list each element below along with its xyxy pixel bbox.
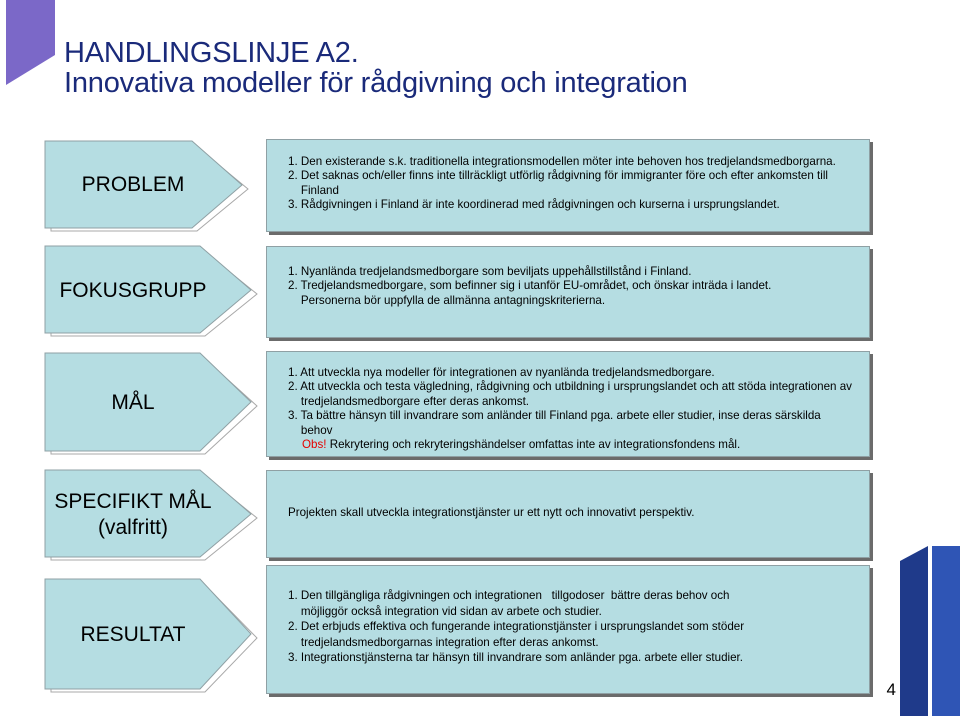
problem-line-1: 1. Den existerande s.k. traditionella integrationsmodellen möter inte behoven hos tredjelandsmedborgarna. <box>288 155 836 168</box>
mal-line-3: tredjelandsmedborgare efter deras ankomst. <box>288 394 530 408</box>
label-problem <box>44 140 249 232</box>
fokusgrupp-line-2: 2. Tredjelandsmedborgare, som befinner sig i utanför EU-området, och önskar inträda i landet. <box>288 279 772 293</box>
page-number: 4 <box>886 680 896 699</box>
corner-decoration-top-left <box>0 0 70 90</box>
page-title <box>64 38 688 98</box>
mal-line-5: behov <box>288 423 333 437</box>
content-resultat <box>266 565 870 694</box>
content-mal <box>266 351 870 457</box>
label-mal <box>44 352 259 456</box>
label-resultat <box>44 578 259 694</box>
resultat-line-4: tredjelandsmedborgarnas integration efter deras ankomst. <box>288 635 599 649</box>
label-specifikt-mal <box>44 469 259 561</box>
resultat-line-2: möjliggör också integration vid sidan av arbete och studier. <box>288 604 602 618</box>
label-mal-text: MÅL <box>111 391 155 414</box>
problem-line-3: Finland <box>288 183 339 197</box>
problem-line-2: 2. Det saknas och/eller finns inte tillräckligt utförlig rådgivning för immigranter före och efter ankomsten till <box>288 169 828 183</box>
mal-obs-line <box>288 438 869 452</box>
fokusgrupp-line-3: Personerna bör uppfylla de allmänna antagningskriterierna. <box>288 293 606 307</box>
mal-line-1: 1. Att utveckla nya modeller för integrationen av nyanlända tredjelandsmedborgare. <box>288 366 715 379</box>
specifikt-mal-line: Projekten skall utveckla integrationstjänster ur ett nytt och innovativt perspektiv. <box>288 506 695 519</box>
label-fokusgrupp <box>44 245 259 337</box>
obs-text: Rekrytering och rekryteringshändelser omfattas inte av integrationsfondens mål. <box>326 438 741 452</box>
mal-line-2: 2. Att utveckla och testa vägledning, rådgivning och utbildning i ursprungslandet och att stöda integrationen av <box>288 380 852 394</box>
content-fokusgrupp <box>266 246 870 338</box>
fokusgrupp-line-1: 1. Nyanlända tredjelandsmedborgare som beviljats uppehållstillstånd i Finland. <box>288 265 692 278</box>
label-specifikt-mal-text <box>44 469 222 561</box>
mal-line-4: 3. Ta bättre hänsyn till invandrare som anländer till Finland pga. arbete eller studier, inse deras särskilda <box>288 409 821 423</box>
label-fokusgrupp-text: FOKUSGRUPP <box>59 279 207 302</box>
title-line-2: Innovativa modeller för rådgivning och integration <box>64 67 688 99</box>
resultat-line-5: 3. Integrationstjänsterna tar hänsyn till invandrare som anländer pga. arbete eller studier. <box>288 651 743 664</box>
corner-decoration-bottom-right <box>900 546 960 716</box>
content-problem <box>266 139 870 232</box>
specifikt-mal-line-1: SPECIFIKT MÅL <box>54 490 212 513</box>
resultat-line-1: 1. Den tillgängliga rådgivningen och integrationen tillgodoser bättre deras behov och <box>288 589 730 602</box>
label-resultat-text: RESULTAT <box>80 623 186 646</box>
specifikt-mal-line-2: (valfritt) <box>98 516 168 539</box>
resultat-line-3: 2. Det erbjuds effektiva och fungerande integrationstjänster i ursprungslandet som stöder <box>288 620 745 633</box>
obs-label: Obs! <box>302 438 327 452</box>
title-line-1: HANDLINGSLINJE A2. <box>64 37 359 69</box>
content-specifikt-mal <box>266 470 870 558</box>
label-problem-text: PROBLEM <box>81 173 185 196</box>
problem-line-4: 3. Rådgivningen i Finland är inte koordinerad med rådgivningen och kurserna i ursprungslandet. <box>288 198 780 212</box>
